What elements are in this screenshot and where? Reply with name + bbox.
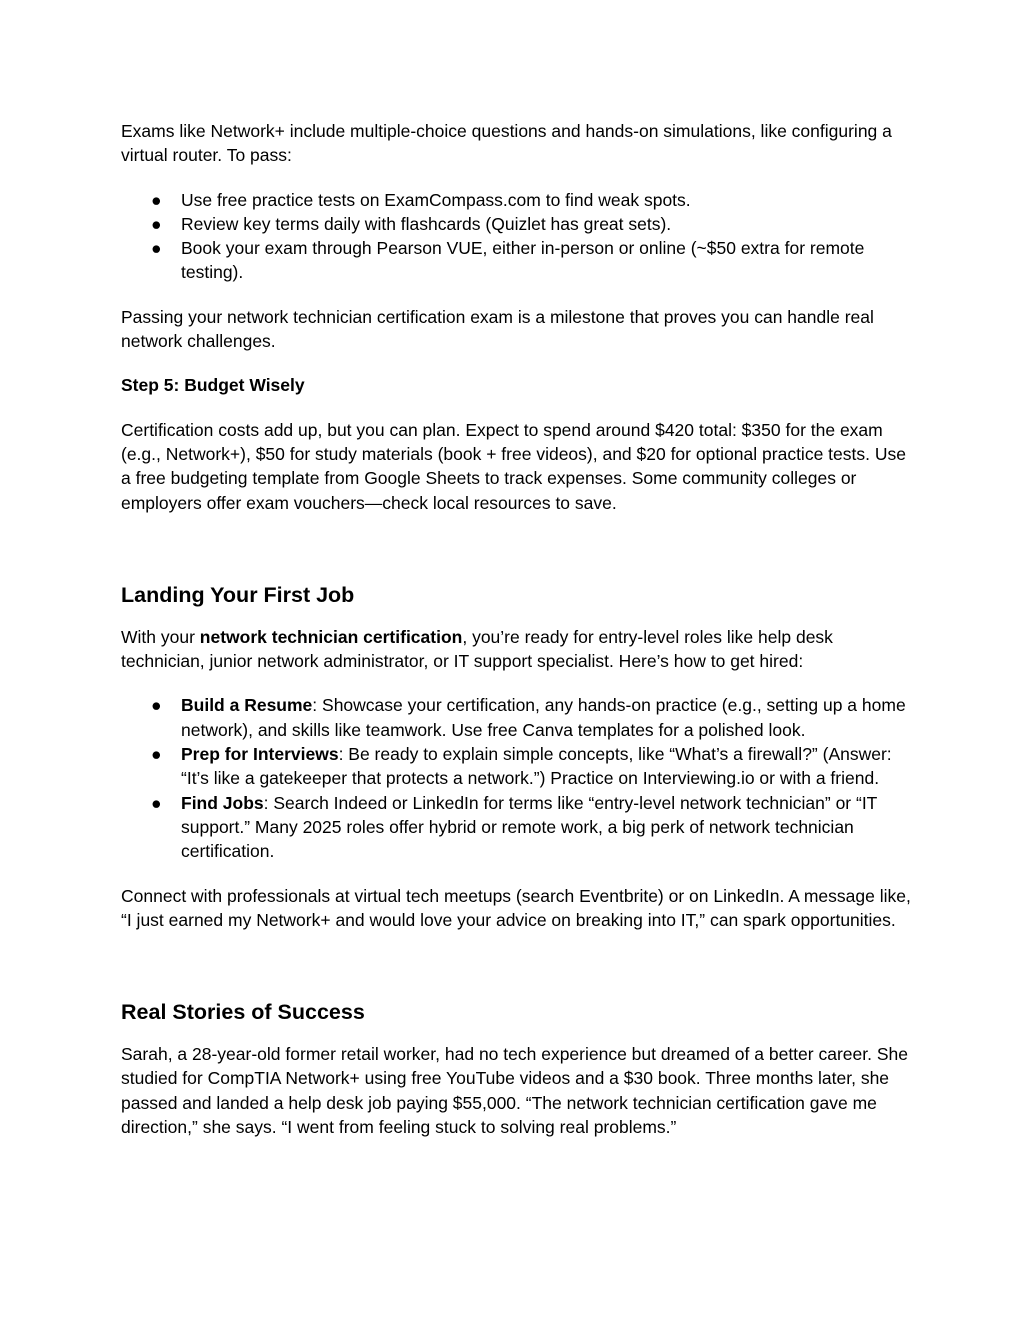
list-item-title: Find Jobs [181, 792, 264, 813]
list-item-text: : Showcase your certification, any hands-on practice (e.g., setting up a home network), and skills like teamwork. Use free Canva templates for a polished look. [181, 695, 906, 740]
list-item [121, 212, 911, 236]
budget-paragraph: Certification costs add up, but you can plan. Expect to spend around $420 total: $350 for the exam (e.g., Network+), $50 for study materials (book + free videos), and $20 for optional practice tests. Use a free budgeting template from Google Sheets to track expenses. Some community colleges or employers offer exam vouchers—check local resources to save. [121, 419, 906, 513]
bullet-icon: ● [151, 189, 162, 210]
list-item-text: Book your exam through Pearson VUE, either in-person or online (~$50 extra for remote testing). [181, 238, 865, 283]
job-section-heading: Landing Your First Job [121, 582, 355, 607]
bullet-icon: ● [151, 238, 162, 259]
list-item-text: Review key terms daily with flashcards (Quizlet has great sets). [181, 213, 672, 234]
exam-intro-paragraph: Exams like Network+ include multiple-choice questions and hands-on simulations, like configuring a virtual router. To pass: [121, 121, 892, 166]
success-section-heading: Real Stories of Success [121, 1000, 365, 1025]
job-intro-paragraph [121, 625, 911, 674]
connect-paragraph: Connect with professionals at virtual tech meetups (search Eventbrite) or on LinkedIn. A message like, “I just earned my Network+ and would love your advice on breaking into IT,” can spark opportunities. [121, 885, 911, 930]
exam-tips-list [121, 188, 911, 285]
job-tips-list [121, 693, 911, 863]
job-intro-bold: network technician certification [199, 626, 463, 647]
job-intro-before: With your [121, 626, 200, 647]
list-item-text: : Search Indeed or LinkedIn for terms like “entry-level network technician” or “IT support.” Many 2025 roles offer hybrid or remote work, a big perk of network technician certification. [181, 792, 878, 862]
list-item-text: Use free practice tests on ExamCompass.com to find weak spots. [181, 189, 691, 210]
bullet-icon: ● [151, 213, 162, 234]
bullet-icon: ● [151, 695, 162, 716]
step5-heading: Step 5: Budget Wisely [121, 375, 305, 396]
list-item [121, 742, 911, 791]
bullet-icon: ● [151, 792, 162, 813]
list-item [121, 791, 911, 864]
passing-paragraph: Passing your network technician certification exam is a milestone that proves you can handle real network challenges. [121, 306, 874, 352]
job-intro-after: , you’re ready for entry-level roles like help desk technician, junior network administrator, or IT support specialist. Here’s how to get hired: [121, 626, 833, 672]
list-item [121, 188, 911, 212]
list-item-text: : Be ready to explain simple concepts, like “What’s a firewall?” (Answer: “It’s like a gatekeeper that protects a network.”) Practice on Interviewing.io or with a friend. [181, 744, 892, 789]
bullet-icon: ● [151, 744, 162, 765]
list-item-title: Prep for Interviews [181, 744, 339, 765]
list-item [121, 236, 911, 285]
list-item-title: Build a Resume [181, 695, 313, 716]
list-item [121, 693, 911, 742]
document-body [121, 119, 911, 1139]
success-paragraph: Sarah, a 28-year-old former retail worker, had no tech experience but dreamed of a better career. She studied for CompTIA Network+ using free YouTube videos and a $30 book. Three months later, she passed and landed a help desk job paying $55,000. “The network technician certification gave me direction,” she says. “I went from feeling stuck to solving real problems.” [121, 1044, 908, 1138]
